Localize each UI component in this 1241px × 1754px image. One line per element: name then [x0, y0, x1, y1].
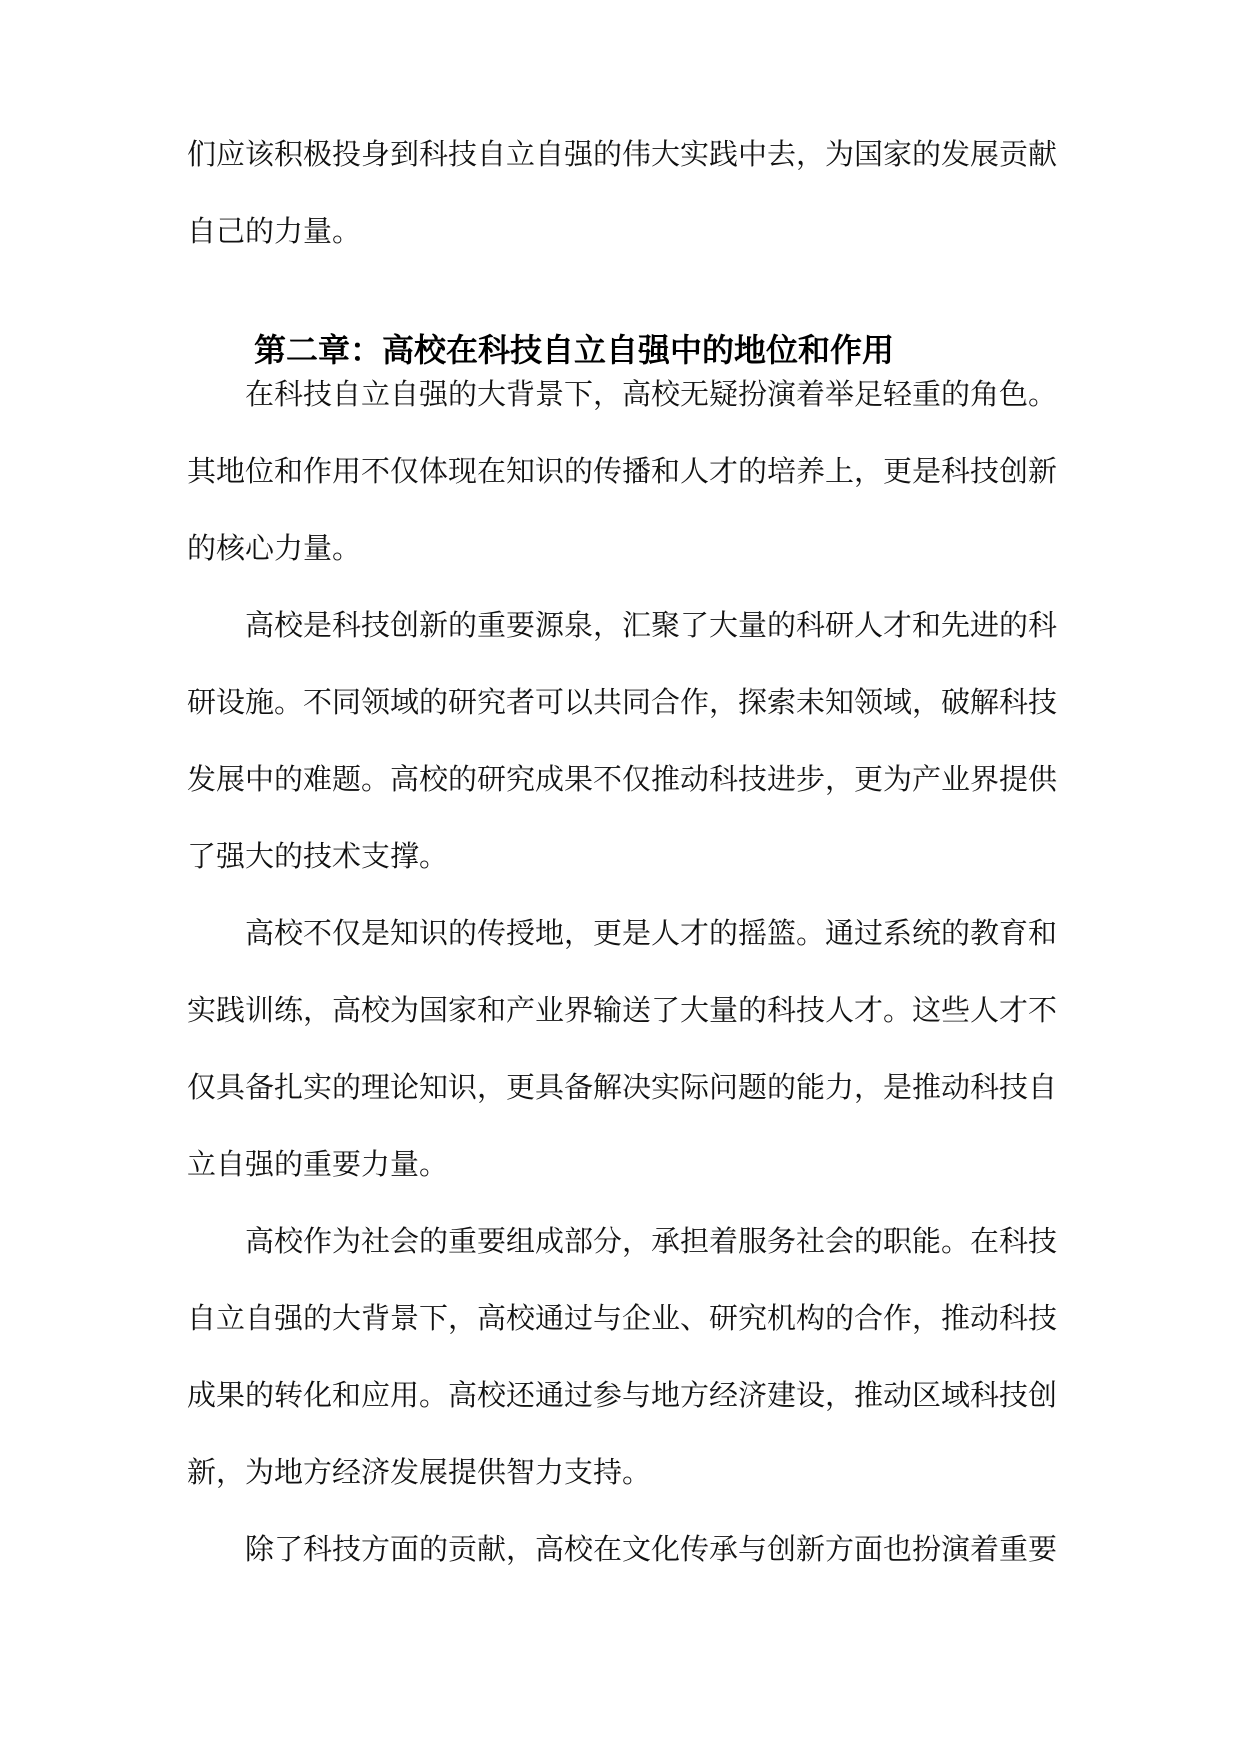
- text-line: 自立自强的大背景下，高校通过与企业、研究机构的合作，推动科技: [187, 1301, 1058, 1335]
- paragraph-4: [187, 1203, 1057, 1511]
- text-line: 自己的力量。: [187, 214, 362, 248]
- text-line: 其地位和作用不仅体现在知识的传播和人才的培养上，更是科技创新: [187, 454, 1058, 488]
- intro-paragraph: [187, 116, 1057, 270]
- text-line: 除了科技方面的贡献，高校在文化传承与创新方面也扮演着重要: [245, 1532, 1058, 1566]
- text-line: 立自强的重要力量。: [187, 1147, 449, 1181]
- paragraph-2: [187, 587, 1057, 895]
- paragraph-1: [187, 356, 1057, 587]
- text-line: 成果的转化和应用。高校还通过参与地方经济建设，推动区域科技创: [187, 1378, 1058, 1412]
- text-line: 实践训练，高校为国家和产业界输送了大量的科技人才。这些人才不: [187, 993, 1058, 1027]
- text-line: 新，为地方经济发展提供智力支持。: [187, 1455, 652, 1489]
- text-line: 研设施。不同领域的研究者可以共同合作，探索未知领域，破解科技: [187, 685, 1058, 719]
- text-line: 发展中的难题。高校的研究成果不仅推动科技进步，更为产业界提供: [187, 762, 1058, 796]
- text-line: 的核心力量。: [187, 531, 362, 565]
- paragraph-5: [187, 1511, 1057, 1588]
- text-line: 们应该积极投身到科技自立自强的伟大实践中去，为国家的发展贡献: [187, 137, 1058, 171]
- paragraph-3: [187, 895, 1057, 1203]
- text-line: 高校不仅是知识的传授地，更是人才的摇篮。通过系统的教育和: [245, 916, 1058, 950]
- text-line: 仅具备扎实的理论知识，更具备解决实际问题的能力，是推动科技自: [187, 1070, 1058, 1104]
- chapter-heading: 第二章：高校在科技自立自强中的地位和作用: [254, 331, 895, 369]
- text-line: 了强大的技术支撑。: [187, 839, 449, 873]
- text-line: 高校是科技创新的重要源泉，汇聚了大量的科研人才和先进的科: [245, 608, 1058, 642]
- text-line: 在科技自立自强的大背景下，高校无疑扮演着举足轻重的角色。: [245, 377, 1058, 411]
- text-line: 高校作为社会的重要组成部分，承担着服务社会的职能。在科技: [245, 1224, 1058, 1258]
